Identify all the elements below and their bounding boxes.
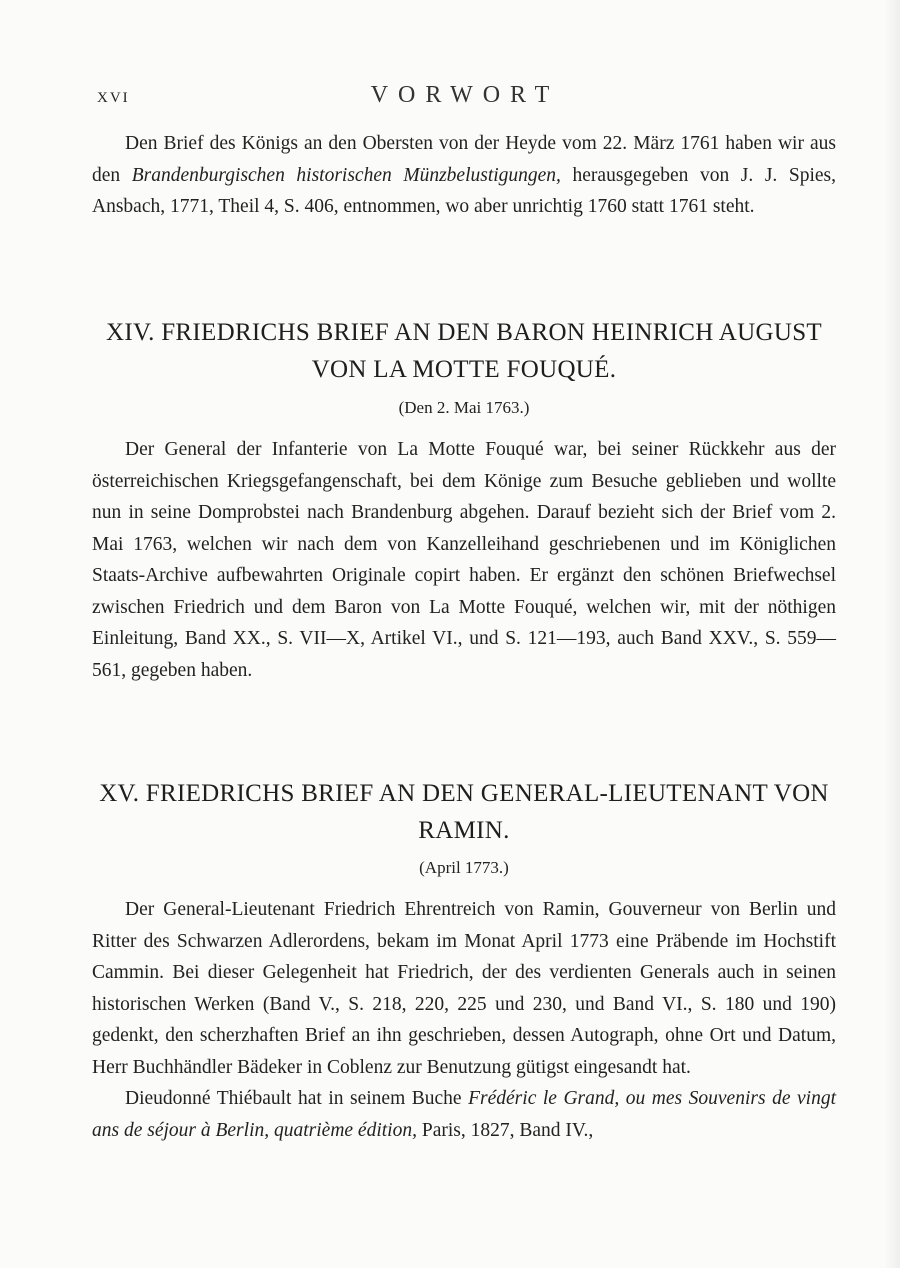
section-xv-p2-start: Dieudonné Thiébault hat in seinem Buche (125, 1088, 469, 1109)
section-xiv-date: (Den 2. Mai 1763.) (398, 398, 530, 417)
intro-text-2: herausgegeben von J. J. Spies, Ansbach, 1771, Theil 4, S. 406, entnommen, wo aber unrichtig 1760 statt 1761 steht. (92, 164, 837, 217)
section-xv-paragraph-1: Der General-Lieutenant Friedrich Ehrentreich von Ramin, Gouverneur von Berlin und Ritter des Schwarzen Adlerordens, bekam im Monat April 1773 eine Präbende im Hochstift Cammin. Bei dieser Gelegenheit hat Friedrich, der des verdienten Generals auch in seinen historischen Werken (Band V., S. 218, 220, 225 und 230, und Band VI., S. 180 und 190) gedenkt, den scherzhaften Brief an ihn geschrieben, dessen Autograph, ohne Ort und Datum, Herr Buchhändler Bädeker in Coblenz zur Benutzung gütigst eingesandt hat. (92, 899, 836, 1078)
section-xiv-body (92, 434, 836, 686)
section-xv-date: (April 1773.) (419, 858, 509, 877)
section-xiv-title: XIV. FRIEDRICHS BRIEF AN DEN BARON HEINRICH AUGUST VON LA MOTTE FOUQUÉ. (106, 319, 822, 383)
page-header (95, 82, 835, 112)
page-number: XVI (97, 90, 130, 106)
page-edge-shadow (884, 0, 900, 1268)
section-xv-book-title: Frédéric le Grand, ou mes Souvenirs de vingt ans de séjour à Berlin, quatrième édition, (92, 1088, 837, 1141)
intro-text-1: Den Brief des Königs an den Obersten von der Heyde vom 22. März 1761 haben wir aus den (92, 133, 836, 186)
section-xv-paragraph-2 (92, 1083, 836, 1146)
running-title: VORWORT (370, 82, 560, 108)
section-xiv-paragraph: Der General der Infanterie von La Motte Fouqué war, bei seiner Rückkehr aus der österreichischen Kriegsgefangenschaft, bei dem Könige zum Besuche geblieben und wollte nun in seine Domprobstei nach Brandenburg abgehen. Darauf bezieht sich der Brief vom 2. Mai 1763, welchen wir nach dem von Kanzelleihand geschriebenen und im Königlichen Staats-Archive aufbewahrten Originale copirt haben. Er ergänzt den schönen Briefwechsel zwischen Friedrich und dem Baron von La Motte Fouqué, welchen wir, mit der nöthigen Einleitung, Band XX., S. VII—X, Artikel VI., und S. 121—193, auch Band XXV., S. 559—561, gegeben haben. (92, 439, 836, 681)
section-xv-p2-end: Paris, 1827, Band IV., (416, 1119, 594, 1141)
section-xv-body (92, 894, 836, 1146)
intro-source-title: Brandenburgischen historischen Münzbelustigungen, (131, 164, 561, 186)
intro-paragraph (92, 128, 836, 223)
section-xv-title: XV. FRIEDRICHS BRIEF AN DEN GENERAL-LIEUTENANT VON RAMIN. (99, 780, 829, 844)
